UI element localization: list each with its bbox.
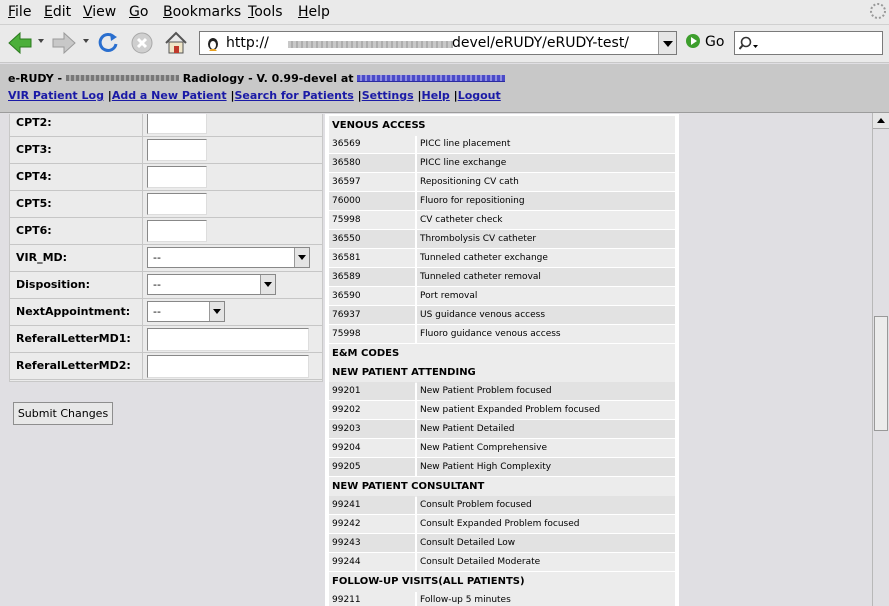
code-row[interactable] [329, 515, 675, 534]
code-row[interactable] [329, 401, 675, 420]
form-row-cpt2: CPT2: [10, 114, 322, 137]
cpt-code: 99241 [332, 500, 361, 510]
cpt-code: 99242 [332, 519, 361, 529]
scrollbar-thumb[interactable] [874, 316, 888, 431]
code-description: Thrombolysis CV catheter [420, 234, 537, 244]
code-description: Follow-up 5 minutes [420, 595, 511, 605]
code-description: Consult Detailed Low [420, 538, 516, 548]
vertical-scrollbar[interactable] [872, 113, 889, 606]
search-icon [739, 36, 761, 52]
form-row-referal1: ReferalLetterMD1: [10, 326, 322, 353]
cpt-code: 76000 [332, 196, 361, 206]
url-prefix: http:// [226, 35, 269, 51]
disposition-select[interactable]: -- [147, 274, 276, 295]
link-add-new-patient[interactable]: Add a New Patient [111, 89, 227, 102]
cpt-code: 99201 [332, 386, 361, 396]
redacted-hostname [288, 41, 453, 48]
cpt-code: 36569 [332, 139, 361, 149]
forward-dropdown-icon[interactable] [83, 39, 89, 43]
code-description: New Patient High Complexity [420, 462, 552, 472]
form-row-cpt5: CPT5: [10, 191, 322, 218]
menu-go[interactable]: Go [129, 4, 149, 20]
go-icon [686, 34, 700, 48]
navigation-toolbar [0, 25, 889, 63]
cpt-code: 99205 [332, 462, 361, 472]
vir-md-select[interactable]: -- [147, 247, 310, 268]
code-description: CV catheter check [420, 215, 503, 225]
redacted-institution [66, 75, 179, 81]
link-help[interactable]: Help [421, 89, 450, 102]
cpt-code: 76937 [332, 310, 361, 320]
form-row-vir-md: VIR_MD: -- [10, 245, 322, 272]
code-description: New Patient Problem focused [420, 386, 552, 396]
cpt-code: 99244 [332, 557, 361, 567]
forward-icon[interactable] [50, 29, 78, 57]
menu-bookmarks[interactable]: Bookmarks [163, 4, 242, 20]
back-dropdown-icon[interactable] [38, 39, 44, 43]
form-row-referal2: ReferalLetterMD2: [10, 353, 322, 380]
form-row-next-appointment: NextAppointment: -- [10, 299, 322, 326]
section-header: E&M CODES [329, 344, 675, 364]
code-description: Consult Detailed Moderate [420, 557, 541, 567]
code-description: PICC line placement [420, 139, 511, 149]
code-description: Consult Problem focused [420, 500, 532, 510]
scroll-up-icon[interactable] [873, 113, 889, 129]
code-row[interactable] [329, 154, 675, 173]
cpt-code: 99211 [332, 595, 361, 605]
code-description: Tunneled catheter removal [420, 272, 541, 282]
menu-edit[interactable]: Edit [44, 4, 72, 20]
section-header: VENOUS ACCESS [329, 116, 675, 136]
code-description: PICC line exchange [420, 158, 507, 168]
menu-help[interactable]: Help [298, 4, 330, 20]
code-row[interactable] [329, 325, 675, 344]
go-button[interactable]: Go [686, 34, 724, 50]
menu-view[interactable]: View [83, 4, 117, 20]
cpt3-input[interactable] [147, 139, 207, 161]
chevron-down-icon[interactable] [294, 248, 309, 267]
cpt-code: 75998 [332, 215, 361, 225]
url-bar[interactable] [199, 31, 677, 55]
referal-letter-md2-input[interactable] [147, 355, 309, 378]
code-row[interactable] [329, 287, 675, 306]
code-row[interactable] [329, 230, 675, 249]
cpt5-input[interactable] [147, 193, 207, 215]
link-settings[interactable]: Settings [361, 89, 414, 102]
code-row[interactable] [329, 249, 675, 268]
section-header: NEW PATIENT ATTENDING [329, 363, 675, 383]
code-description: Fluoro guidance venous access [420, 329, 561, 339]
stop-icon[interactable] [128, 29, 156, 57]
procedure-form [9, 114, 323, 382]
form-row-cpt4: CPT4: [10, 164, 322, 191]
code-description: Repositioning CV cath [420, 177, 519, 187]
cpt-code: 36581 [332, 253, 361, 263]
code-row[interactable] [329, 420, 675, 439]
cpt-code: 99202 [332, 405, 361, 415]
url-history-dropdown[interactable] [658, 32, 676, 54]
code-row[interactable] [329, 439, 675, 458]
cpt-code: 75998 [332, 329, 361, 339]
form-row-disposition: Disposition: -- [10, 272, 322, 299]
url-path: devel/eRUDY/eRUDY-test/ [452, 35, 630, 51]
code-row[interactable] [329, 306, 675, 325]
submit-changes-button[interactable]: Submit Changes [13, 402, 113, 425]
app-title: e-RUDY - Radiology - V. 0.99-devel at [8, 72, 505, 85]
redacted-server-link[interactable] [357, 75, 505, 82]
page-content [0, 114, 872, 606]
code-row[interactable] [329, 534, 675, 553]
back-icon[interactable] [6, 29, 34, 57]
cpt-code: 99203 [332, 424, 361, 434]
referal-letter-md1-input[interactable] [147, 328, 309, 351]
cpt6-input[interactable] [147, 220, 207, 242]
code-row[interactable] [329, 211, 675, 230]
code-row[interactable] [329, 382, 675, 401]
link-vir-patient-log[interactable]: VIR Patient Log [8, 89, 104, 102]
code-description: US guidance venous access [420, 310, 546, 320]
reload-icon[interactable] [94, 29, 122, 57]
cpt-code: 36550 [332, 234, 361, 244]
code-description: Tunneled catheter exchange [420, 253, 548, 263]
menu-tools[interactable]: Tools [248, 4, 283, 20]
codes-panel [325, 114, 679, 606]
cpt-code: 99243 [332, 538, 361, 548]
code-description: New Patient Comprehensive [420, 443, 547, 453]
code-row[interactable] [329, 553, 675, 572]
code-row[interactable] [329, 135, 675, 154]
section-header: FOLLOW-UP VISITS(ALL PATIENTS) [329, 572, 675, 592]
cpt-code: 99204 [332, 443, 361, 453]
form-row-cpt6: CPT6: [10, 218, 322, 245]
cpt-code: 36590 [332, 291, 361, 301]
menu-file[interactable]: File [8, 4, 32, 20]
cpt-code: 36580 [332, 158, 361, 168]
code-description: Consult Expanded Problem focused [420, 519, 580, 529]
cpt2-input[interactable] [147, 114, 207, 134]
next-appointment-select[interactable]: -- [147, 301, 225, 322]
code-description: New Patient Detailed [420, 424, 515, 434]
link-search-patients[interactable]: Search for Patients [234, 89, 354, 102]
code-row[interactable] [329, 268, 675, 287]
code-description: Fluoro for repositioning [420, 196, 525, 206]
chevron-down-icon[interactable] [209, 302, 224, 321]
code-row[interactable] [329, 192, 675, 211]
app-nav-links: VIR Patient Log |Add a New Patient |Search for Patients |Settings |Help |Logout [8, 89, 501, 102]
code-row[interactable] [329, 458, 675, 477]
app-header [0, 64, 889, 113]
search-input[interactable] [734, 31, 883, 55]
menubar [0, 0, 889, 25]
cpt4-input[interactable] [147, 166, 207, 188]
site-icon [206, 35, 220, 51]
form-row-cpt3: CPT3: [10, 137, 322, 164]
chevron-down-icon[interactable] [260, 275, 275, 294]
cpt-code: 36589 [332, 272, 361, 282]
link-logout[interactable]: Logout [457, 89, 501, 102]
home-icon[interactable] [162, 29, 190, 57]
section-header: NEW PATIENT CONSULTANT [329, 477, 675, 497]
code-description: New patient Expanded Problem focused [420, 405, 601, 415]
code-row[interactable] [329, 173, 675, 192]
code-row[interactable] [329, 496, 675, 515]
cpt-code: 36597 [332, 177, 361, 187]
code-description: Port removal [420, 291, 478, 301]
throbber-icon [869, 2, 887, 20]
code-row[interactable] [329, 591, 675, 606]
